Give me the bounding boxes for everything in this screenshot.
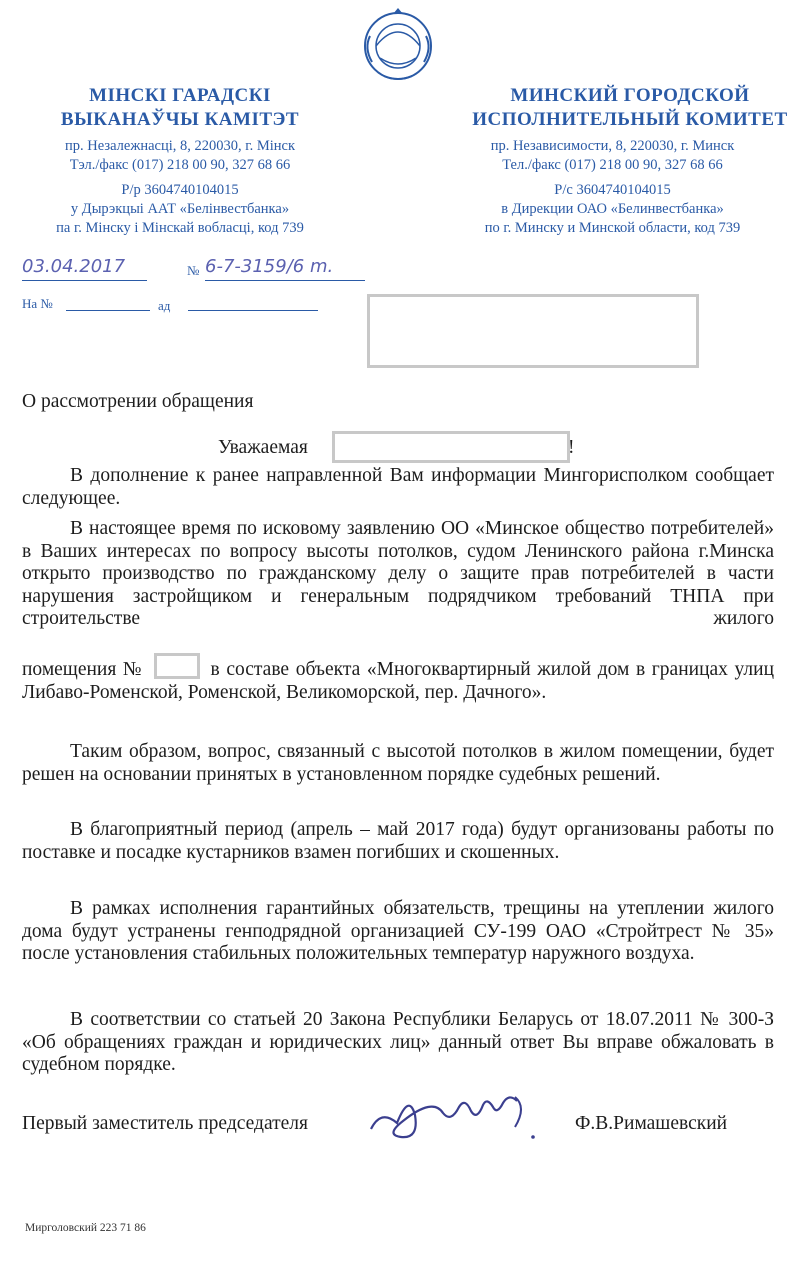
number-label: №	[187, 263, 200, 278]
paragraph-1: В дополнение к ранее направленной Вам информации Мингорисполком сообщает следующее.	[22, 465, 774, 509]
letterhead-be-bank2: па г. Мінску і Мінскай вобласці, код 739	[56, 220, 304, 236]
letterhead-be-title-line1: МІНСКІ ГАРАДСКІ	[89, 85, 271, 106]
ad-label: ад	[158, 298, 171, 313]
letterhead-be-account: Р/р 3604740104015	[121, 182, 239, 198]
letterhead-ru-title-line1: МИНСКИЙ ГОРОДСКОЙ	[510, 85, 750, 106]
letterhead-ru-address: пр. Независимости, 8, 220030, г. Минск	[490, 138, 735, 154]
paragraph-5: В рамках исполнения гарантийных обязательств, трещины на утеплении жилого дома будут устранены генподрядной организацией СУ-199 ОАО «Стройтрест № 35» после установления стабильных положительных температур наружного воздуха.	[22, 898, 774, 964]
paragraph-4: В благоприятный период (апрель – май 2017 года) будут организованы работы по поставке и посадке кустарников взамен погибших и скошенных.	[22, 819, 774, 863]
letterhead-be-phone: Тэл./факс (017) 218 00 90, 327 68 66	[69, 157, 291, 173]
letterhead-be-address: пр. Незалежнасці, 8, 220030, г. Мінск	[65, 138, 295, 154]
letterhead-ru-details	[430, 137, 795, 238]
paragraph-2: В настоящее время по исковому заявлению ОО «Минское общество потребителей» в Ваших интересах по вопросу высоты потолков, судом Ленинского района г.Минска открыто производство по гражданскому делу о защите прав потребителей в части нарушения застройщиком и генеральным подрядчиком требований ТНПА при строительстве жилого	[22, 518, 774, 629]
signature-position: Первый заместитель председателя	[22, 1113, 308, 1134]
letter-number: 6-7-3159/6 m.	[205, 256, 365, 281]
letterhead-be-details	[0, 137, 360, 238]
letterhead-be-title-line2: ВЫКАНАЎЧЫ КАМІТЭТ	[60, 109, 300, 130]
ad-field	[188, 310, 318, 311]
letter-date: 03.04.2017	[22, 256, 147, 281]
paragraph-2-tail-b: в составе объекта «Многоквартирный жилой дом в границах улиц Либаво-Роменской, Роменской, Великоморской, пер. Дачного».	[22, 659, 775, 703]
letterhead-ru-bank1: в Дирекции ОАО «Белинвестбанка»	[501, 201, 724, 217]
paragraph-2-tail	[22, 653, 774, 704]
paragraph-6: В соответствии со статьей 20 Закона Республики Беларусь от 18.07.2011 № 300-З «Об обращениях граждан и юридических лиц» данный ответ Вы вправе обжаловать в судебном порядке.	[22, 1009, 774, 1075]
na-field	[66, 310, 150, 311]
paragraph-2-tail-a: помещения №	[22, 659, 144, 680]
letterhead-ru-title	[470, 84, 790, 132]
letterhead-be-title	[35, 84, 325, 132]
redacted-addressee	[367, 294, 699, 368]
redacted-name	[332, 431, 570, 463]
na-label: На №	[22, 296, 53, 311]
paragraph-3: Таким образом, вопрос, связанный с высотой потолков в жилом помещении, будет решен на основании принятых в установленном порядке судебных решений.	[22, 741, 774, 785]
letterhead-ru-title-line2: ИСПОЛНИТЕЛЬНЫЙ КОМИТЕТ	[472, 109, 788, 130]
redacted-apartment-number	[154, 653, 200, 679]
state-emblem-icon	[360, 6, 436, 84]
letterhead-ru-account: Р/с 3604740104015	[554, 182, 671, 198]
letterhead-ru-phone: Тел./факс (017) 218 00 90, 327 68 66	[502, 157, 723, 173]
letterhead-ru-bank2: по г. Минску и Минской области, код 739	[484, 220, 741, 236]
executor-note: Мирголовский 223 71 86	[25, 1222, 146, 1234]
greeting-suffix: !	[568, 437, 575, 458]
letterhead-be-bank1: у Дырэкцыі ААТ «Белінвестбанка»	[70, 201, 290, 217]
letter-subject: О рассмотрении обращения	[22, 391, 254, 412]
signature-name: Ф.В.Римашевский	[575, 1113, 728, 1134]
handwritten-signature-icon	[365, 1085, 545, 1145]
greeting-prefix: Уважаемая	[218, 437, 308, 458]
